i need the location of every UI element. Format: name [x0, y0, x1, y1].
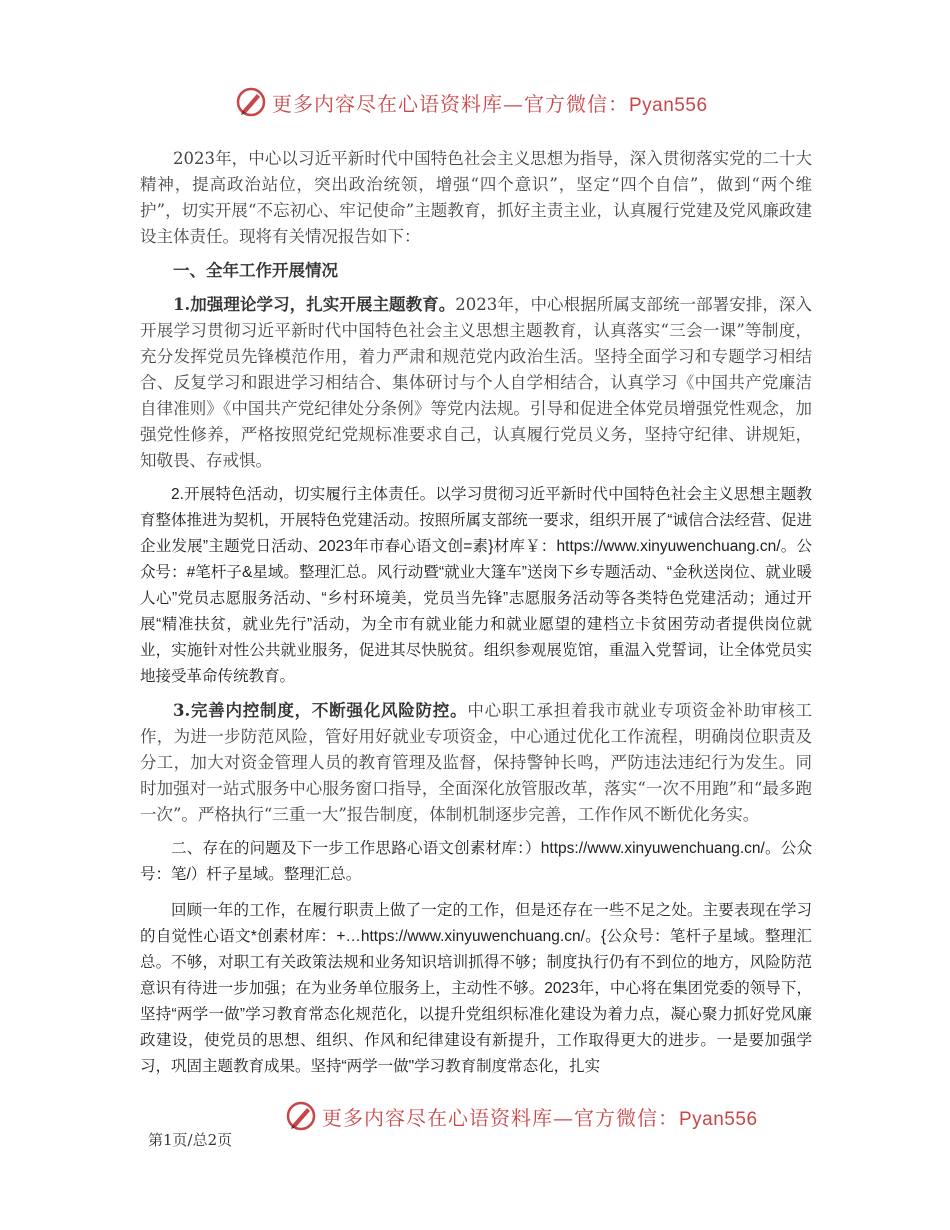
section-1-heading: 一、全年工作开展情况	[173, 261, 338, 280]
pen-logo-icon	[284, 1099, 318, 1133]
banner-text: 更多内容尽在心语资料库—官方微信：	[272, 91, 629, 116]
section-2-heading: 二、存在的问题及下一步工作思路心语文创素材库：）https://www.xinyuwenchuang.cn/。公众号：笔/）杆子星域。整理汇总。	[140, 840, 812, 883]
paragraph-3-text: 中心职工承担着我市就业专项资金补助审核工作，为进一步防范风险，管好用好就业专项资金，中心通过优化工作流程，明确岗位职责及分工，加大对资金管理人员的教育管理及监督，保持警钟长鸣，严防违法违纪行为发生。同时加强对一站式服务中心服务窗口指导，全面深化放管服改革，落实“一次不用跑”和“最多跑一次”。严格执行“三重一大”报告制度，体制机制逐步完善，工作作风不断优化务实。	[140, 701, 812, 824]
paragraph-3	[140, 698, 812, 828]
paragraph-1-lead: 1.加强理论学习，扎实开展主题教育。	[173, 295, 456, 314]
page-number: 第1页/总2页	[148, 1131, 233, 1149]
pen-logo-icon	[234, 85, 268, 119]
paragraph-4: 回顾一年的工作，在履行职责上做了一定的工作，但是还存在一些不足之处。主要表现在学习的自觉性心语文*创素材库：+…https://www.xinyuwenchuang.cn/。{公众号：笔杆子星域。整理汇总。不够，对职工有关政策法规和业务知识培训抓得不够；制度执行仍有不到位的地方，风险防范意识有待进一步加强；在为业务单位服务上，主动性不够。2023年，中心将在集团党委的领导下，坚持“两学一做”学习教育常态化规范化，以提升党组织标准化建设为着力点，凝心聚力抓好党风廉政建设，使党员的思想、组织、作风和纪律建设有新提升，工作取得更大的进步。一是要加强学习，巩固主题教育成果。坚持“两学一做"学习教育制度常态化，扎实	[140, 902, 812, 1075]
paragraph-1	[140, 292, 812, 474]
top-banner	[0, 82, 950, 122]
bottom-banner	[0, 1096, 950, 1136]
paragraph-2: 2.开展特色活动，切实履行主体责任。以学习贯彻习近平新时代中国特色社会主义思想主题教育整体推进为契机，开展特色党建活动。按照所属支部统一要求，组织开展了“诚信合法经营、促进企业发展”主题党日活动、2023年市春心语文创=素}材库￥：https://www.xinyuwenchuang.cn/。公众号：#笔杆子&星域。整理汇总。风行动暨“就业大篷车”送岗下乡专题活动、“金秋送岗位、就业暖人心”党员志愿服务活动、“乡村环境美，党员当先锋”志愿服务活动等各类特色党建活动；通过开展“精准扶贫，就业先行”活动，为全市有就业能力和就业愿望的建档立卡贫困劳动者提供岗位就业，实施针对性公共就业服务，促进其尽快脱贫。组织参观展览馆，重温入党誓词，让全体党员实地接受革命传统教育。	[140, 486, 812, 685]
banner-wechat-id: Pyan556	[629, 94, 708, 116]
banner-text: 更多内容尽在心语资料库—官方微信：	[322, 1105, 679, 1130]
document-body	[140, 146, 812, 1080]
paragraph-3-lead: 3.完善内控制度，不断强化风险防控。	[173, 701, 468, 720]
paragraph-1-text: 2023年，中心根据所属支部统一部署安排，深入开展学习贯彻习近平新时代中国特色社会主义思想主题教育，认真落实“三会一课”等制度，充分发挥党员先锋模范作用，着力严肃和规范党内政治生活。坚持全面学习和专题学习相结合、反复学习和跟进学习相结合、集体研讨与个人自学相结合，认真学习《中国共产党廉洁自律准则》《中国共产党纪律处分条例》等党内法规。引导和促进全体党员增强党性观念，加强党性修养，严格按照党纪党规标准要求自己，认真履行党员义务，坚持守纪律、讲规矩，知敬畏、存戒惧。	[140, 295, 812, 470]
banner-wechat-id: Pyan556	[679, 1108, 758, 1130]
intro-paragraph: 2023年，中心以习近平新时代中国特色社会主义思想为指导，深入贯彻落实党的二十大精神，提高政治站位，突出政治统领，增强“四个意识”，坚定“四个自信”，做到“两个维护”，切实开展“不忘初心、牢记使命”主题教育，抓好主责主业，认真履行党建及党风廉政建设主体责任。现将有关情况报告如下：	[140, 149, 812, 246]
